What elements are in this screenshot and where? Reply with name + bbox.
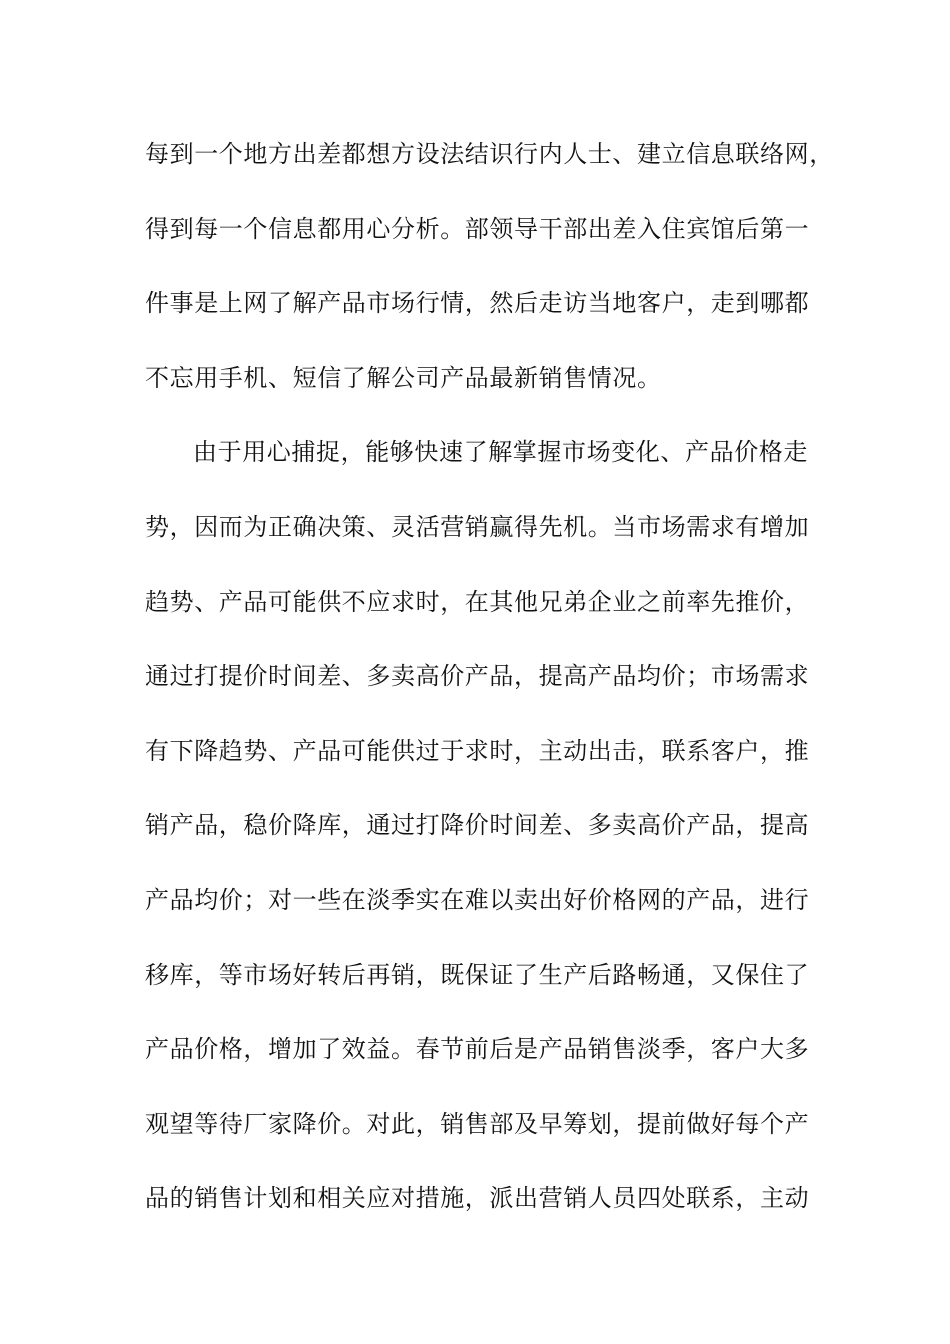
text-line: 势，因而为正确决策、灵活营销赢得先机。当市场需求有增加 <box>145 512 810 541</box>
text-line: 通过打提价时间差、多卖高价产品，提高产品均价；市场需求 <box>145 662 810 691</box>
text-line: 有下降趋势、产品可能供过于求时，主动出击，联系客户，推 <box>145 736 810 765</box>
text-line: 每到一个地方出差都想方设法结识行内人士、建立信息联络网， <box>145 140 834 168</box>
text-line: 趋势、产品可能供不应求时，在其他兄弟企业之前率先推价， <box>145 587 810 616</box>
text-line: 不忘用手机、短信了解公司产品最新销售情况。 <box>145 363 662 392</box>
text-line: 品的销售计划和相关应对措施，派出营销人员四处联系，主动 <box>145 1184 810 1213</box>
text-line: 观望等待厂家降价。对此，销售部及早筹划，提前做好每个产 <box>145 1109 810 1138</box>
text-line: 产品均价；对一些在淡季实在难以卖出好价格网的产品，进行 <box>145 885 810 914</box>
text-line: 得到每一个信息都用心分析。部领导干部出差入住宾馆后第一 <box>145 214 810 243</box>
document-body <box>145 132 834 1251</box>
text-line: 移库，等市场好转后再销，既保证了生产后路畅通，又保住了 <box>145 960 810 989</box>
text-line: 产品价格，增加了效益。春节前后是产品销售淡季，客户大多 <box>145 1035 810 1064</box>
text-line: 销产品，稳价降库，通过打降价时间差、多卖高价产品，提高 <box>145 811 810 840</box>
paragraph-first-line: 由于用心捕捉，能够快速了解掌握市场变化、产品价格走 <box>193 438 808 467</box>
text-line: 件事是上网了解产品市场行情，然后走访当地客户，走到哪都 <box>145 289 810 318</box>
